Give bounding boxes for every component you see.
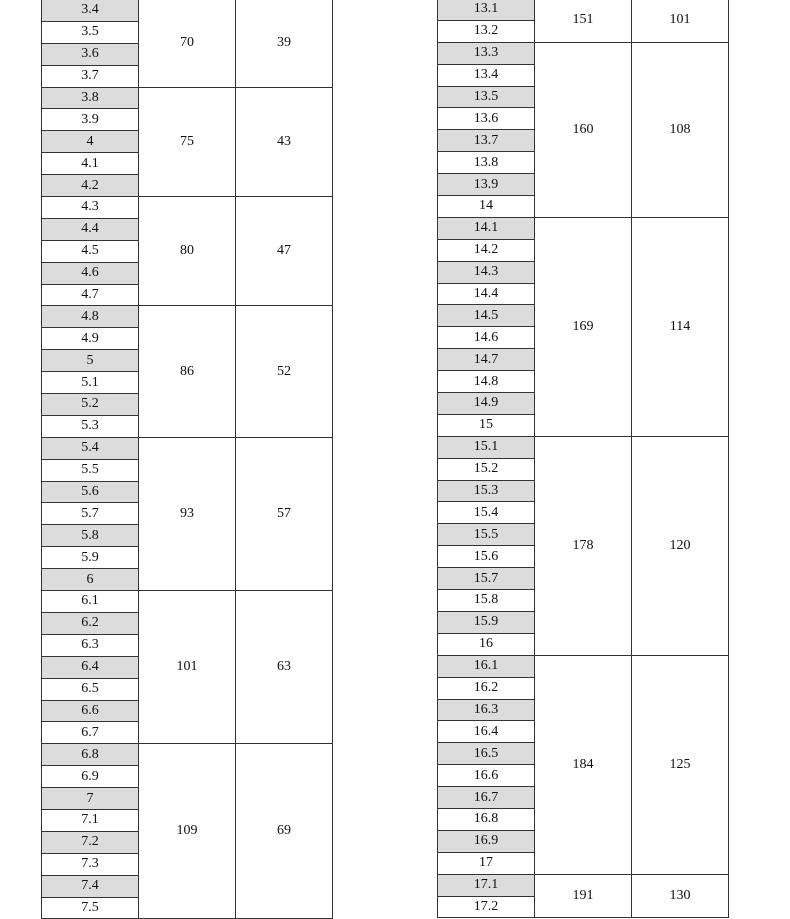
size-cell: 16.2 <box>438 677 535 699</box>
size-cell: 14.1 <box>438 217 535 239</box>
size-cell: 7.3 <box>42 853 139 875</box>
table-row <box>42 306 333 328</box>
size-cell: 14.3 <box>438 261 535 283</box>
table-row <box>438 655 729 677</box>
size-cell: 15 <box>438 414 535 436</box>
size-cell: 13.6 <box>438 108 535 130</box>
value-cell-col3: 43 <box>236 87 333 196</box>
size-cell: 15.9 <box>438 611 535 633</box>
size-cell: 4.2 <box>42 175 139 197</box>
size-cell: 14.6 <box>438 327 535 349</box>
size-cell: 5.7 <box>42 503 139 525</box>
size-cell: 17 <box>438 852 535 874</box>
size-cell: 6.4 <box>42 656 139 678</box>
size-cell: 15.3 <box>438 480 535 502</box>
table-row <box>42 197 333 219</box>
size-cell: 4.8 <box>42 306 139 328</box>
size-cell: 7 <box>42 788 139 810</box>
size-cell: 4 <box>42 131 139 153</box>
size-cell: 6.7 <box>42 722 139 744</box>
size-cell: 4.9 <box>42 328 139 350</box>
table-row <box>438 217 729 239</box>
size-cell: 16.3 <box>438 699 535 721</box>
size-cell: 3.7 <box>42 65 139 87</box>
size-cell: 13.9 <box>438 174 535 196</box>
size-cell: 4.1 <box>42 153 139 175</box>
size-cell: 4.5 <box>42 240 139 262</box>
size-cell: 5.8 <box>42 525 139 547</box>
size-cell: 5.6 <box>42 481 139 503</box>
size-cell: 5.5 <box>42 459 139 481</box>
size-cell: 14 <box>438 196 535 218</box>
size-cell: 6 <box>42 569 139 591</box>
size-cell: 13.5 <box>438 86 535 108</box>
table-row <box>438 0 729 20</box>
size-cell: 16.1 <box>438 655 535 677</box>
table-row <box>438 42 729 64</box>
size-cell: 14.4 <box>438 283 535 305</box>
size-cell: 6.6 <box>42 700 139 722</box>
size-cell: 4.6 <box>42 262 139 284</box>
value-cell-col2: 178 <box>535 436 632 655</box>
size-cell: 6.9 <box>42 766 139 788</box>
table-row <box>42 744 333 766</box>
table-row <box>438 436 729 458</box>
size-cell: 5.2 <box>42 394 139 416</box>
value-cell-col2: 109 <box>139 744 236 919</box>
size-cell: 6.5 <box>42 678 139 700</box>
size-cell: 14.5 <box>438 305 535 327</box>
size-cell: 5.9 <box>42 547 139 569</box>
size-cell: 16.7 <box>438 787 535 809</box>
value-cell-col2: 93 <box>139 437 236 590</box>
size-cell: 15.6 <box>438 546 535 568</box>
size-cell: 15.4 <box>438 502 535 524</box>
value-cell-col2: 70 <box>139 0 236 87</box>
value-cell-col3: 52 <box>236 306 333 437</box>
value-cell-col3: 39 <box>236 0 333 87</box>
size-cell: 7.2 <box>42 831 139 853</box>
value-cell-col2: 101 <box>139 591 236 744</box>
size-cell: 16.9 <box>438 830 535 852</box>
size-cell: 14.2 <box>438 239 535 261</box>
size-cell: 7.4 <box>42 875 139 897</box>
left-size-table <box>41 0 333 919</box>
size-cell: 13.2 <box>438 20 535 42</box>
size-cell: 15.8 <box>438 590 535 612</box>
value-cell-col2: 160 <box>535 42 632 217</box>
value-cell-col3: 63 <box>236 591 333 744</box>
value-cell-col3: 47 <box>236 197 333 306</box>
size-cell: 5 <box>42 350 139 372</box>
value-cell-col3: 125 <box>632 655 729 874</box>
size-cell: 17.2 <box>438 896 535 918</box>
value-cell-col2: 169 <box>535 217 632 436</box>
size-cell: 7.5 <box>42 897 139 919</box>
size-cell: 13.7 <box>438 130 535 152</box>
table-row <box>42 0 333 21</box>
size-cell: 13.4 <box>438 64 535 86</box>
size-cell: 17.1 <box>438 874 535 896</box>
size-cell: 14.7 <box>438 349 535 371</box>
table-row <box>42 437 333 459</box>
size-cell: 5.4 <box>42 437 139 459</box>
value-cell-col3: 130 <box>632 874 729 918</box>
value-cell-col3: 69 <box>236 744 333 919</box>
size-cell: 3.9 <box>42 109 139 131</box>
table-row <box>438 874 729 896</box>
size-cell: 7.1 <box>42 809 139 831</box>
size-cell: 3.5 <box>42 21 139 43</box>
size-cell: 3.4 <box>42 0 139 21</box>
size-cell: 3.8 <box>42 87 139 109</box>
size-cell: 5.1 <box>42 372 139 394</box>
value-cell-col3: 57 <box>236 437 333 590</box>
size-cell: 6.3 <box>42 634 139 656</box>
left-table-body <box>42 0 333 919</box>
size-cell: 16.6 <box>438 765 535 787</box>
table-row <box>42 87 333 109</box>
value-cell-col2: 151 <box>535 0 632 42</box>
size-cell: 13.8 <box>438 152 535 174</box>
right-size-table <box>437 0 729 918</box>
size-cell: 15.1 <box>438 436 535 458</box>
size-cell: 16 <box>438 633 535 655</box>
size-cell: 6.2 <box>42 612 139 634</box>
size-cell: 13.1 <box>438 0 535 20</box>
size-cell: 6.1 <box>42 591 139 613</box>
value-cell-col2: 184 <box>535 655 632 874</box>
value-cell-col3: 108 <box>632 42 729 217</box>
value-cell-col2: 80 <box>139 197 236 306</box>
value-cell-col2: 86 <box>139 306 236 437</box>
value-cell-col3: 114 <box>632 217 729 436</box>
size-cell: 15.7 <box>438 568 535 590</box>
size-cell: 4.3 <box>42 197 139 219</box>
size-cell: 16.4 <box>438 721 535 743</box>
size-cell: 6.8 <box>42 744 139 766</box>
table-row <box>42 591 333 613</box>
size-cell: 4.4 <box>42 218 139 240</box>
size-cell: 15.5 <box>438 524 535 546</box>
size-cell: 5.3 <box>42 415 139 437</box>
value-cell-col3: 120 <box>632 436 729 655</box>
value-cell-col2: 191 <box>535 874 632 918</box>
size-cell: 14.8 <box>438 371 535 393</box>
size-cell: 16.8 <box>438 808 535 830</box>
value-cell-col2: 75 <box>139 87 236 196</box>
size-cell: 3.6 <box>42 43 139 65</box>
size-cell: 15.2 <box>438 458 535 480</box>
size-cell: 14.9 <box>438 393 535 415</box>
size-cell: 4.7 <box>42 284 139 306</box>
right-table-body <box>438 0 729 918</box>
size-cell: 16.5 <box>438 743 535 765</box>
size-cell: 13.3 <box>438 42 535 64</box>
value-cell-col3: 101 <box>632 0 729 42</box>
